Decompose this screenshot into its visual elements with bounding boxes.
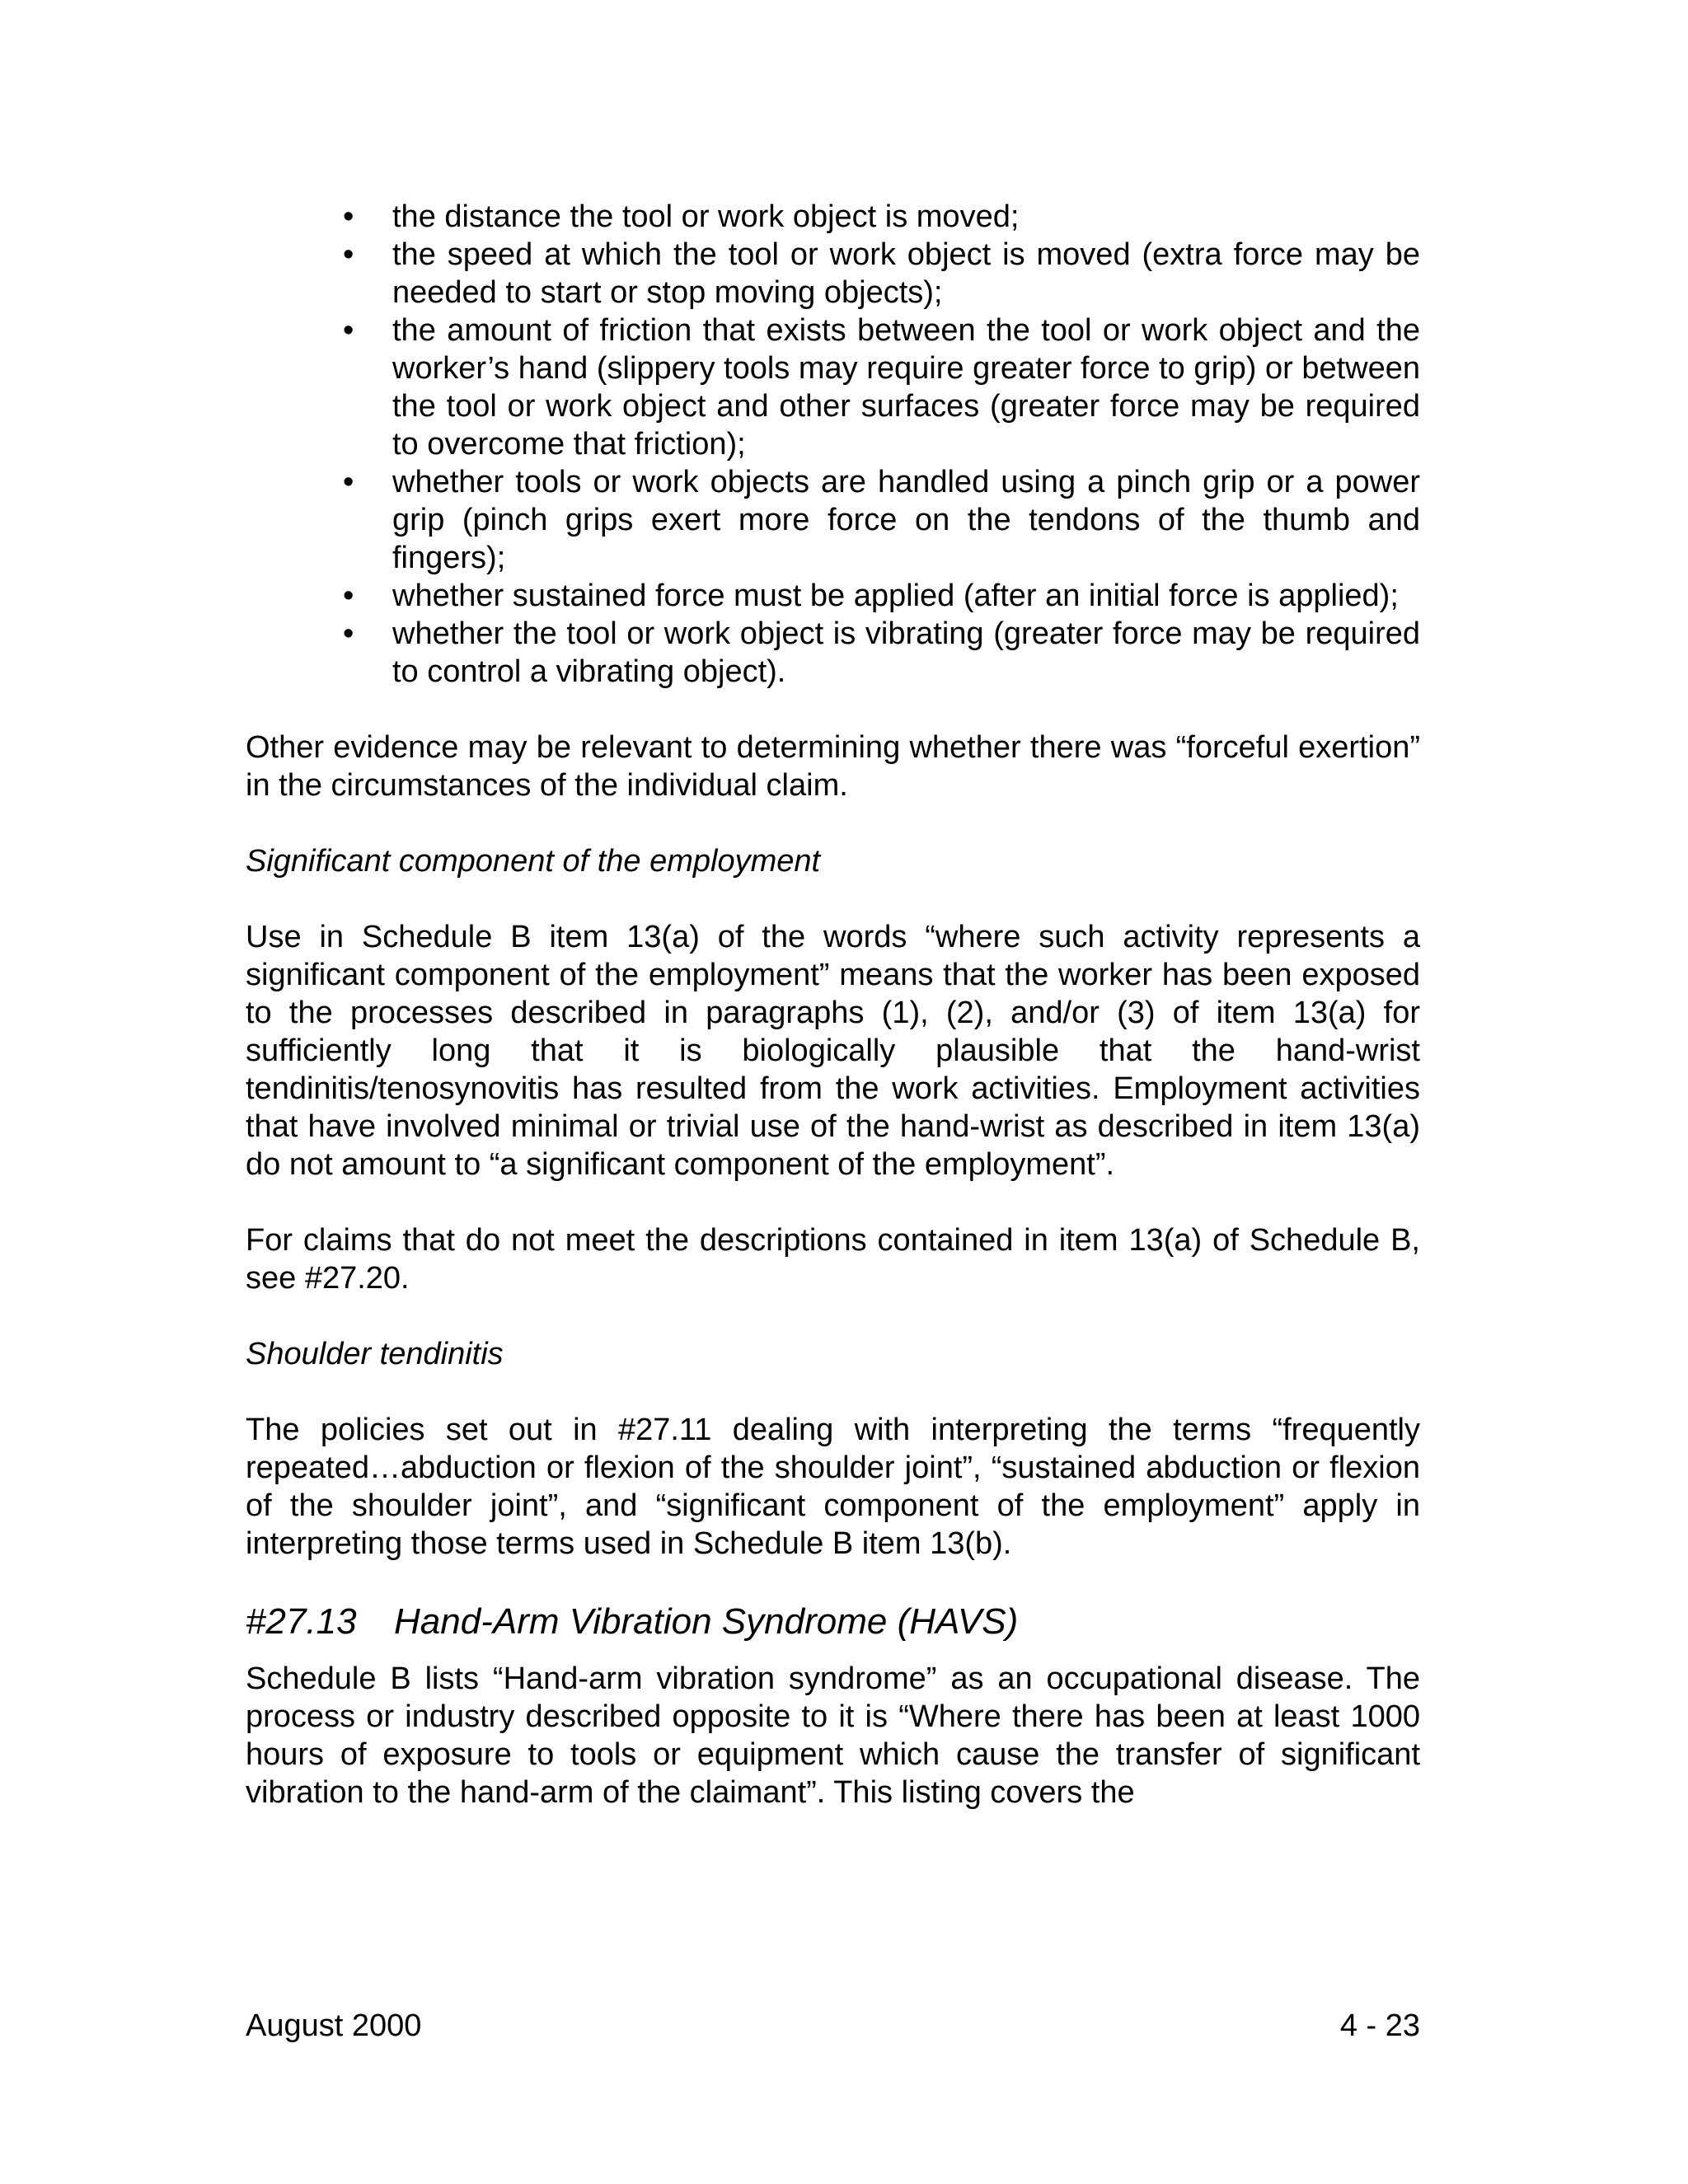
- claims-not-meeting-paragraph: For claims that do not meet the descriptions contained in item 13(a) of Schedule B, see #27.20.: [246, 1223, 1420, 1296]
- document-body: [246, 198, 1420, 1811]
- list-item: • the amount of friction that exists between the tool or work object and the worker’s hand (slippery tools may require greater force to grip) or between the tool or work object and other surfaces (greater force may be required to overcome that friction);: [392, 312, 1420, 463]
- shoulder-tendinitis-heading: Shoulder tendinitis: [246, 1337, 504, 1371]
- list-item: • the distance the tool or work object is moved;: [392, 198, 1420, 236]
- list-item: • whether sustained force must be applied (after an initial force is applied);: [392, 577, 1420, 615]
- section-title: Hand-Arm Vibration Syndrome (HAVS): [394, 1601, 1019, 1642]
- significant-component-heading: Significant component of the employment: [246, 844, 821, 879]
- shoulder-tendinitis-paragraph: The policies set out in #27.11 dealing with interpreting the terms “frequently repeated…abduction or flexion of the shoulder joint”, “sustained abduction or flexion of the shoulder joint”, and “significant component of the employment” apply in interpreting those terms used in Schedule B item 13(b).: [246, 1413, 1420, 1561]
- list-item: • the speed at which the tool or work object is moved (extra force may be needed to start or stop moving objects);: [392, 236, 1420, 312]
- footer-date: August 2000: [246, 2008, 422, 2043]
- significant-component-paragraph: Use in Schedule B item 13(a) of the words “where such activity represents a significant component of the employment” means that the worker has been exposed to the processes described in paragraphs (1), (2), and/or (3) of item 13(a) for sufficiently long that it is biologically plausible that the hand-wrist tendinitis/tenosynovitis has resulted from the work activities. Employment activities that have involved minimal or trivial use of the hand-wrist as described in item 13(a) do not amount to “a significant component of the employment”.: [246, 920, 1420, 1182]
- list-item: • whether tools or work objects are handled using a pinch grip or a power grip (pinch grips exert more force on the tendons of the thumb and fingers);: [392, 463, 1420, 577]
- section-heading: [246, 1601, 1420, 1643]
- force-factors-list: [246, 198, 1420, 691]
- other-evidence-paragraph: Other evidence may be relevant to determining whether there was “forceful exertion” in the circumstances of the individual claim.: [246, 730, 1420, 803]
- havs-paragraph: Schedule B lists “Hand-arm vibration syndrome” as an occupational disease. The process or industry described opposite to it is “Where there has been at least 1000 hours of exposure to tools or equipment which cause the transfer of significant vibration to the hand-arm of the claimant”. This listing covers the: [246, 1661, 1420, 1810]
- list-item: • whether the tool or work object is vibrating (greater force may be required to control a vibrating object).: [392, 615, 1420, 691]
- section-number: #27.13: [246, 1601, 357, 1642]
- footer-page-number: 4 - 23: [1339, 2008, 1420, 2043]
